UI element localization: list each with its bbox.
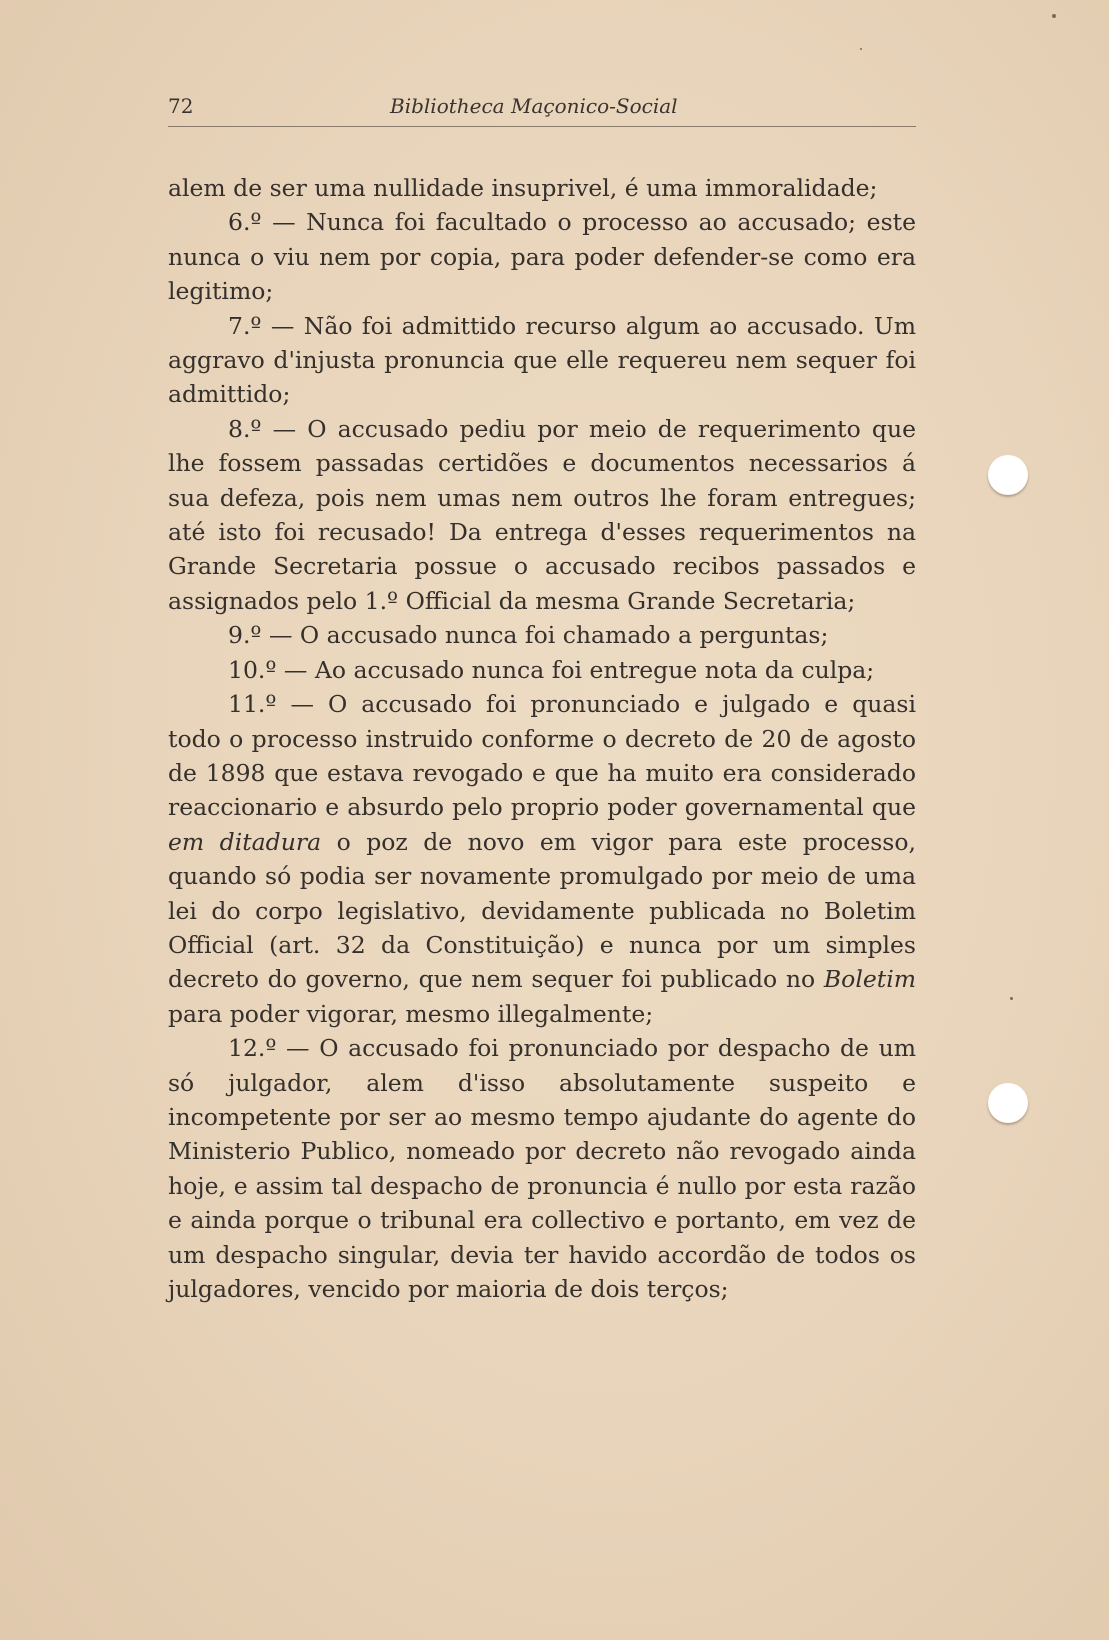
list-item-7: 7.º — Não foi admittido recurso algum ao accusado. Um aggravo d'injusta pronuncia que elle requereu nem sequer foi admittido;	[168, 311, 916, 409]
list-item-11-text-a: 11.º — O accusado foi pronunciado e julgado e quasi todo o processo instruido conforme o decreto de 20 de agosto de 1898 que estava revogado e que ha muito era considerado reaccionario e absurdo pelo proprio poder governamental que	[168, 690, 916, 822]
paper-speck	[1010, 997, 1013, 1000]
page-header	[168, 92, 916, 127]
paragraph-continuation: alem de ser uma nullidade insuprivel, é uma immoralidade;	[168, 174, 878, 202]
list-item-11-text-c: para poder vigorar, mesmo illegalmente;	[168, 999, 654, 1028]
emphasis-boletim: Boletim	[823, 965, 916, 994]
punch-hole-top	[988, 455, 1028, 495]
paper-speck	[1052, 14, 1056, 18]
list-item-8: 8.º — O accusado pediu por meio de requerimento que lhe fossem passadas certidões e documentos necessarios á sua defeza, pois nem umas nem outros lhe foram entregues; até isto foi recusado! Da entrega d'esses requerimentos na Grande Secretaria possue o accusado recibos passados e assignados pelo 1.º Official da mesma Grande Secretaria;	[168, 414, 916, 615]
paper-speck	[860, 48, 862, 50]
page-number: 72	[168, 94, 194, 118]
emphasis-em-ditadura: em ditadura	[168, 827, 322, 856]
list-item-11	[168, 687, 916, 1031]
list-item-9: 9.º — O accusado nunca foi chamado a perguntas;	[228, 621, 829, 650]
body-text	[168, 171, 916, 1306]
punch-hole-bottom	[988, 1083, 1028, 1123]
list-item-11-text-b: o poz de novo em vigor para este processo, quando só podia ser novamente promulgado por meio de uma lei do corpo legislativo, devidamente publicada no Boletim Official (art. 32 da Constituição) e nunca por um simples decreto do governo, que nem sequer foi publicado no	[168, 827, 916, 994]
list-item-10: 10.º — Ao accusado nunca foi entregue nota da culpa;	[228, 655, 875, 684]
list-item-6: 6.º — Nunca foi facultado o processo ao accusado; este nunca o viu nem por copia, para poder defender-se como era legitimo;	[168, 208, 916, 306]
running-title: Bibliotheca Maçonico-Social	[390, 94, 678, 118]
list-item-12: 12.º — O accusado foi pronunciado por despacho de um só julgador, alem d'isso absolutamente suspeito e incompetente por ser ao mesmo tempo ajudante do agente do Ministerio Publico, nomeado por decreto não revogado ainda hoje, e assim tal despacho de pronuncia é nullo por esta razão e ainda porque o tribunal era collectivo e portanto, em vez de um despacho singular, devia ter havido accordão de todos os julgadores, vencido por maioria de dois terços;	[168, 1034, 916, 1303]
